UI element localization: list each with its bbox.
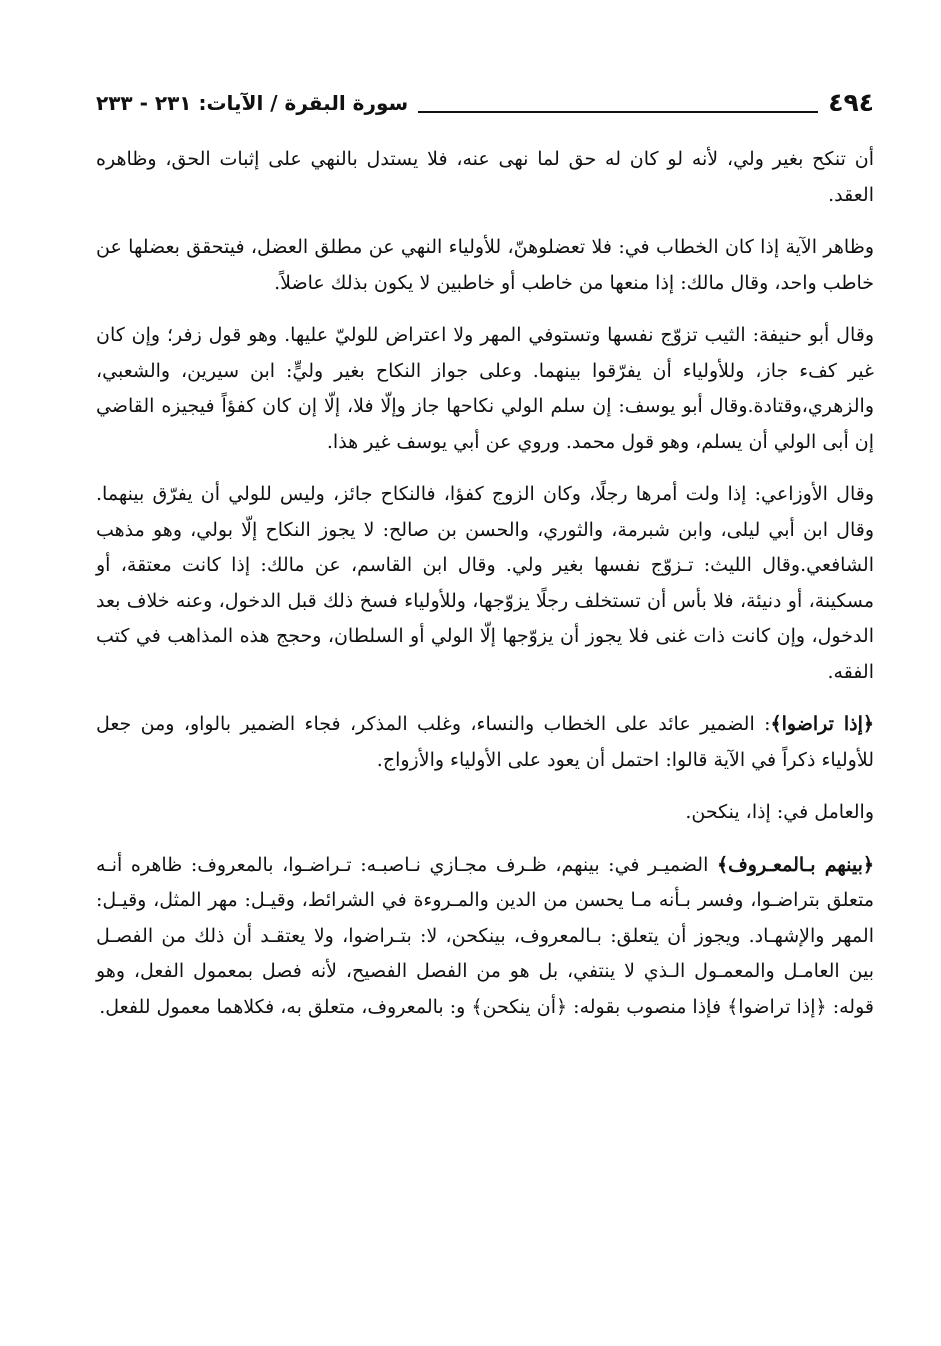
page-number: ٤٩٤ — [828, 88, 874, 117]
paragraph — [96, 230, 874, 301]
paragraph-text: أن تنكح بغير ولي، لأنه لو كان له حق لما نهى عنه، فلا يستدل بالنهي على إثبات الحق، وظاهره العقد. — [96, 148, 874, 206]
paragraph-text: الضميـر في: بينهم، ظـرف مجـازي نـاصبـه: تـراضـوا، بالمعروف: ظاهره أنـه متعلق بتراضـوا، وفسر بـأنه مـا يحسن من الدين والمـروءة في الشرائط، وقيـل: مهر المثل، وقيـل: المهر والإشهـاد. ويجوز أن يتعلق: بـالمعروف، بينكحن، لا: بتـراضوا، ولا يعتقـد أن ذلك من الفصـل بين العامـل والمعمـول الـذي لا ينتفي، بل هو من الفصل الفصيح، لأنه فصل بمعمول الفعل، وهو قوله: ﴿إذا تراضوا﴾ فإذا منصوب بقوله: ﴿أن ينكحن﴾ و: بالمعروف، متعلق به، فكلاهما معمول للفعل. — [96, 853, 874, 1018]
paragraph-text: وقال الأوزاعي: إذا ولت أمرها رجلًا، وكان الزوج كفؤا، فالنكاح جائز، وليس للولي أن يفرّق بينهما. وقال ابن أبي ليلى، وابن شبرمة، والثوري، والحسن بن صالح: لا يجوز النكاح إلّا بولي، وهو مذهب الشافعي.وقال الليث: تـزوّج نفسها بغير ولي. وقال ابن القاسم، عن مالك: إذا كانت معتقة، أو مسكينة، أو دنيئة، فلا بأس أن تستخلف رجلًا يزوّجها، وللأولياء فسخ ذلك قبل الدخول، وعنه خلاف بعد الدخول، وإن كانت ذات غنى فلا يجوز أن يزوّجها إلّا الولي أو السلطان، وحجج هذه المذاهب في كتب الفقه. — [96, 483, 874, 683]
paragraph — [96, 318, 874, 460]
paragraph — [96, 795, 874, 831]
paragraph-text: : الضمير عائد على الخطاب والنساء، وغلب المذكر، فجاء الضمير بالواو، ومن جعل للأولياء ذكراً في الآية قالوا: احتمل أن يعود على الأولياء والأزواج. — [96, 713, 874, 771]
paragraph — [96, 477, 874, 690]
paragraph — [96, 848, 874, 1026]
header-rule — [418, 111, 818, 113]
paragraph — [96, 707, 874, 778]
main-text — [96, 142, 874, 1042]
paragraph — [96, 142, 874, 213]
running-title: سورة البقرة / الآيات: ٢٣١ - ٢٣٣ — [96, 91, 409, 115]
page-header — [96, 84, 874, 118]
quran-quote: ﴿بينهم بـالمعـروف﴾ — [716, 853, 875, 876]
paragraph-text: وظاهر الآية إذا كان الخطاب في: فلا تعضلوهنّ، للأولياء النهي عن مطلق العضل، فيتحقق بعضلها عن خاطب واحد، وقال مالك: إذا منعها من خاطب أو خاطبين لا يكون بذلك عاضلاً. — [96, 236, 874, 294]
paragraph-text: وقال أبو حنيفة: الثيب تزوّج نفسها وتستوفي المهر ولا اعتراض للوليّ عليها. وهو قول زفر؛ وإن كان غير كفء جاز، وللأولياء أن يفرّقوا بينهما. وعلى جواز النكاح بغير وليٍّ: ابن سيرين، والشعبي، والزهري،وقتادة.وقال أبو يوسف: إن سلم الولي نكاحها جاز وإلّا فلا، إلّا إن كان كفؤاً فيجيزه القاضي إن أبى الولي أن يسلم، وهو قول محمد. وروي عن أبي يوسف غير هذا. — [96, 324, 874, 453]
quran-quote: ﴿إذا تراضوا﴾ — [770, 713, 874, 735]
paragraph-text: والعامل في: إذا، ينكحن. — [685, 801, 874, 823]
